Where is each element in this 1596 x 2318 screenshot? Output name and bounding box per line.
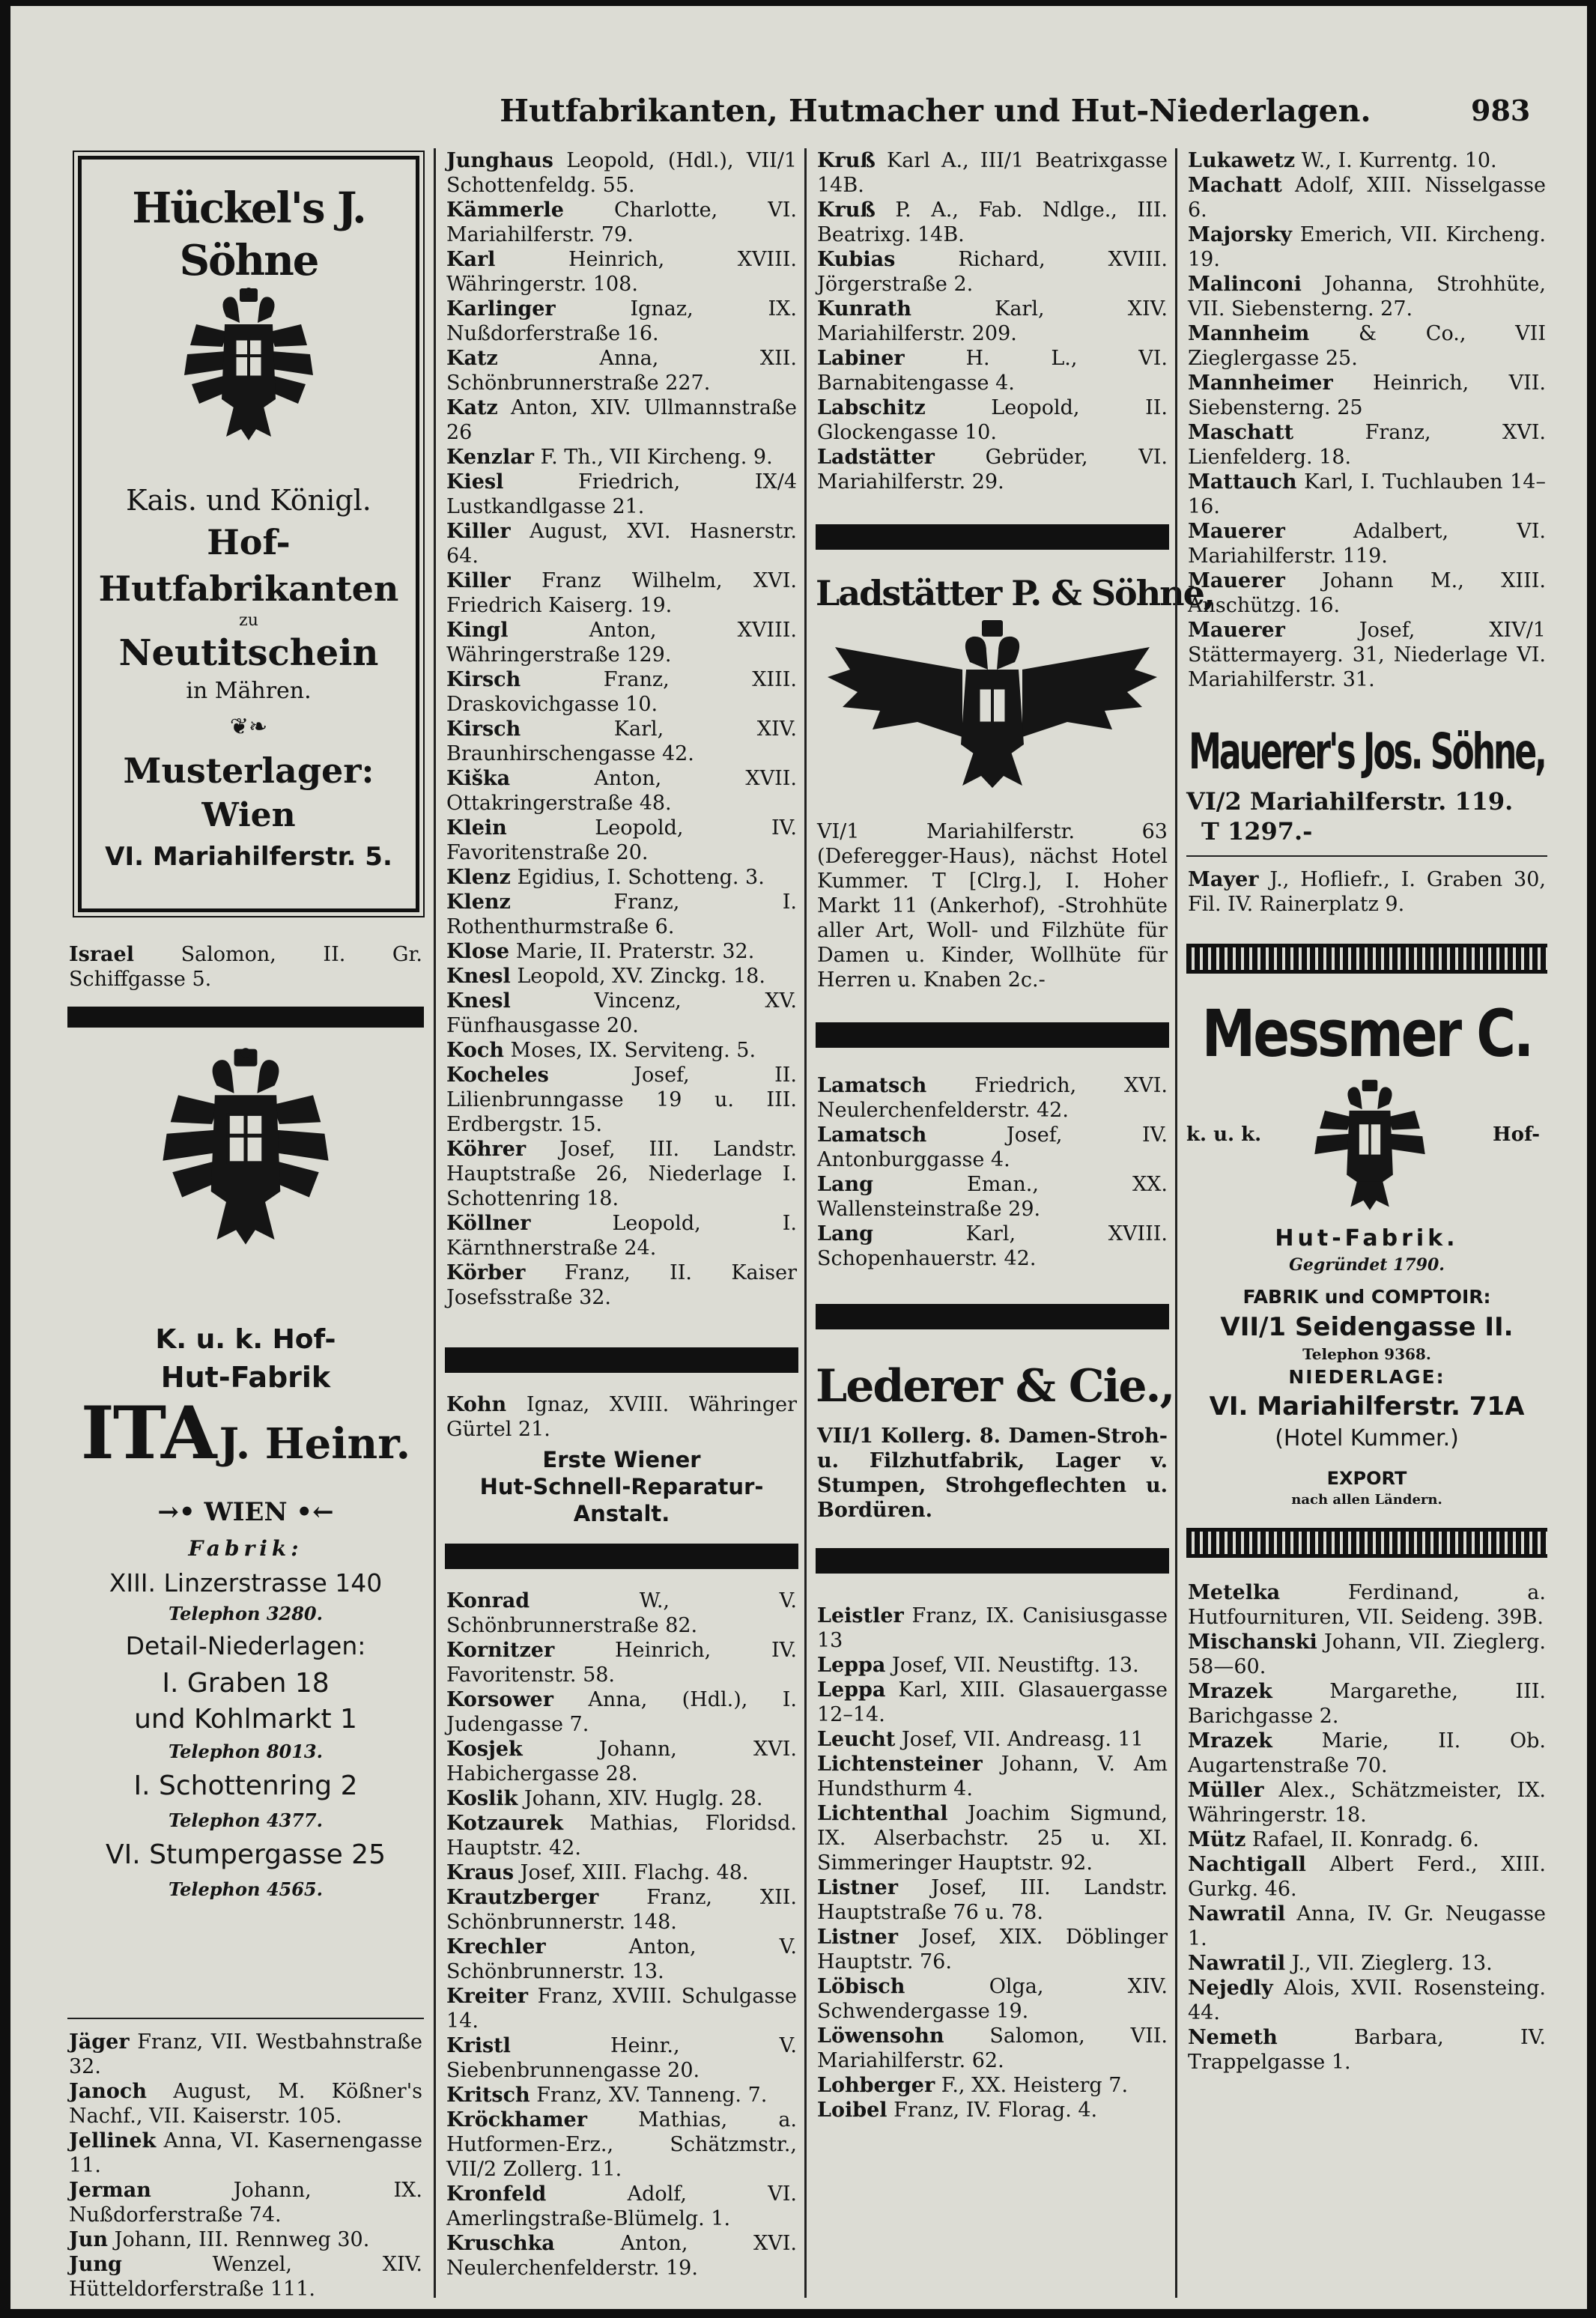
list-item: Koslik Johann, XIV. Huglg. 28. [446,1787,763,1810]
divider-bar [816,1304,1169,1329]
list-item: Machatt Adolf, XIII. Nisselgasse 6. [1188,174,1546,222]
list-item: Kohn Ignaz, XVIII. Währinger Gürtel 21. [446,1393,797,1441]
list-item: Leistler Franz, IX. Canisiusgasse 13 [817,1604,1168,1652]
list-item: Kruschka Anton, XVI. Neulerchenfelderstr. 19. [446,2232,797,2280]
ad-huckel-name: Hückel's J. Söhne [132,183,365,285]
ad-ita-line3: ITA J. Heinr. [80,1391,411,1475]
advertisement-huckel [78,156,419,912]
list-item: Kiška Anton, XVII. Ottakringerstraße 48. [446,767,797,815]
ad-ita-line8: Detail-Niederlagen: [125,1631,366,1660]
list-item: Krautzberger Franz, XII. Schönbrunnerstr. 148. [446,1886,797,1934]
entry-list [445,1392,798,1442]
entry-list [1186,148,1547,692]
list-item: Kristl Heinr., V. Siebenbrunnengasse 20. [446,2034,797,2082]
list-item: Korsower Anna, (Hdl.), I. Judengasse 7. [446,1688,797,1736]
list-item: Leppa Josef, VII. Neustiftg. 13. [817,1654,1139,1677]
ad-lederer-name: Lederer & Cie., [816,1360,1174,1413]
list-item: Jellinek Anna, VI. Kasernengasse 11. [69,2129,422,2177]
ad-mauerer-name: Mauerer's Jos. Söhne, [1189,723,1545,781]
ad-huckel-line1: Kais. und Königl. [126,484,371,517]
ad-messmer-line7: VI. Mariahilferstr. 71A [1209,1392,1525,1422]
list-item: Katz Anna, XII. Schönbrunnerstraße 227. [446,347,797,395]
divider-bar [445,1544,798,1569]
list-item: Leucht Josef, VII. Andreasg. 11 [817,1728,1144,1751]
list-item: Lukawetz W., I. Kurrentg. 10. [1188,149,1497,172]
list-item: Nawratil Anna, IV. Gr. Neugasse 1. [1188,1902,1546,1950]
list-item: Kruß Karl A., III/1 Beatrixgasse 14B. [817,149,1168,197]
ad-ita-line11: Telephon 8013. [169,1741,323,1762]
page-number: 983 [1471,94,1531,127]
list-item: Kenzlar F. Th., VII Kircheng. 9. [446,446,773,469]
list-item: Kornitzer Heinrich, IV. Favoritenstr. 58. [446,1639,797,1687]
list-item: Nawratil J., VII. Zieglerg. 13. [1188,1952,1493,1975]
list-item: Koch Moses, IX. Serviteng. 5. [446,1039,756,1062]
ad-huckel-line2: Hof-Hutfabrikanten [98,522,399,609]
ad-huckel-line7: Wien [201,796,296,834]
ad-messmer-line9: EXPORT [1326,1468,1407,1489]
double-headed-eagle-icon [828,617,1157,789]
list-item: Majorsky Emerich, VII. Kircheng. 19. [1188,223,1546,271]
advertisement-erste-wiener [445,1446,798,1527]
list-item: Ladstätter Gebrüder, VI. Mariahilferstr. 29. [817,446,1168,494]
ad-ladstatter-name: Ladstätter P. & Söhne, [816,573,1214,613]
list-item: Mrazek Margarethe, III. Barichgasse 2. [1188,1680,1546,1728]
divider-bar [816,1022,1169,1048]
ad-ita-line2: Hut-Fabrik [160,1361,331,1394]
ad-ita-line10: und Kohlmarkt 1 [134,1704,357,1735]
ad-mauerer-line2: T 1297.- [1201,817,1313,846]
ad-erste-line2: Hut-Schnell-Reparatur- [479,1474,764,1499]
ad-huckel-line6: Musterlager: [123,750,374,791]
list-item: Maschatt Franz, XVI. Lienfelderg. 18. [1188,421,1546,469]
ad-erste-line1: Erste Wiener [542,1447,701,1472]
ad-huckel-line8: VI. Mariahilferstr. 5. [105,842,392,872]
list-item: Metelka Ferdinand, a. Hutfournituren, VII. Seideng. 39B. [1188,1581,1546,1629]
list-item: Leppa Karl, XIII. Glasauergasse 12–14. [817,1678,1168,1726]
list-item: Mattauch Karl, I. Tuchlauben 14–16. [1188,470,1546,518]
ad-messmer-line8: (Hotel Kummer.) [1275,1425,1459,1451]
list-item: Klose Marie, II. Praterstr. 32. [446,940,755,963]
entry-list [67,2030,424,2302]
double-headed-eagle-icon [1310,1078,1430,1213]
list-item: Klein Leopold, IV. Favoritenstraße 20. [446,816,797,864]
list-item: Kirsch Franz, XIII. Draskovichgasse 10. [446,668,797,716]
ad-messmer-line3: FABRIK und COMPTOIR: [1242,1286,1491,1308]
list-item: Köllner Leopold, I. Kärnthnerstraße 24. [446,1212,797,1260]
ad-messmer-left: k. u. k. [1186,1123,1262,1146]
list-item: Nachtigall Albert Ferd., XIII. Gurkg. 46. [1188,1853,1546,1901]
ad-ita-line9: I. Graben 18 [162,1668,330,1699]
list-item: Labschitz Leopold, II. Glockengasse 10. [817,396,1168,444]
ad-ita-line7: Telephon 3280. [169,1603,323,1624]
advertisement-lederer [816,1349,1174,1523]
ad-huckel-line4: Neutitschein [118,632,379,674]
list-item: Kubias Richard, XVIII. Jörgerstraße 2. [817,248,1168,296]
list-item: Janoch August, M. Kößner's Nachf., VII. Kaiserstr. 105. [69,2080,422,2128]
list-item: Kritsch Franz, XV. Tanneng. 7. [446,2084,768,2107]
list-item: Kingl Anton, XVIII. Währingerstraße 129. [446,619,797,667]
double-headed-eagle-icon [181,287,316,444]
list-item: Mannheim & Co., VII Zieglergasse 25. [1188,322,1546,370]
column-3 [804,148,1214,2298]
ad-ita-line6: XIII. Linzerstrasse 140 [109,1568,383,1598]
divider [67,2018,424,2019]
divider-bar [67,1007,424,1028]
entry-list [816,1604,1169,2123]
list-item: Köhrer Josef, III. Landstr. Hauptstraße 26, Niederlage I. Schottenring 18. [446,1138,797,1210]
ornamental-divider [1186,1528,1547,1558]
ad-messmer-right: Hof- [1493,1123,1540,1146]
list-item: Listner Josef, III. Landstr. Hauptstraße 76 u. 78. [817,1876,1168,1924]
list-item: Lamatsch Friedrich, XVI. Neulerchenfelderstr. 42. [817,1074,1168,1122]
entry-list [67,942,424,992]
list-item: Kreiter Franz, XVIII. Schulgasse 14. [446,1985,797,2033]
list-item: Nemeth Barbara, IV. Trappelgasse 1. [1188,2026,1546,2074]
ornament-divider: ❦❧ [229,714,268,740]
ad-messmer-line6: NIEDERLAGE: [1288,1366,1445,1388]
list-item: Israel Salomon, II. Gr. Schiffgasse 5. [69,943,422,991]
list-item: Karl Heinrich, XVIII. Währingerstr. 108. [446,248,797,296]
list-item: Knesl Leopold, XV. Zinckg. 18. [446,965,765,988]
ad-messmer-line5: Telephon 9368. [1302,1345,1431,1363]
list-item: Knesl Vincenz, XV. Fünfhausgasse 20. [446,989,797,1037]
ad-messmer-emblem-row [1186,1078,1547,1213]
ad-messmer-line2: Gegründet 1790. [1289,1255,1445,1275]
advertisement-ita [67,1047,424,2013]
list-item: Krechler Anton, V. Schönbrunnerstr. 13. [446,1935,797,1983]
ad-ita-line13: Telephon 4377. [169,1809,323,1831]
list-item: Müller Alex., Schätzmeister, IX. Währingerstr. 18. [1188,1779,1546,1827]
list-item: Lang Karl, XVIII. Schopenhauerstr. 42. [817,1222,1168,1270]
advertisement-messmer [1186,996,1547,1510]
list-item: Lichtenthal Joachim Sigmund, IX. Alserbachstr. 25 u. XI. Simmeringer Hauptstr. 92. [817,1802,1168,1875]
list-item: Nejedly Alois, XVII. Rosensteing. 44. [1188,1976,1546,2024]
list-item: Kirsch Karl, XIV. Braunhirschengasse 42. [446,717,797,765]
ad-lederer-text: VII/1 Kollerg. 8. Damen-Stroh- u. Filzhutfabrik, Lager v. Stumpen, Strohgeflechten u. Bordüren. [817,1425,1168,1522]
list-item: Lamatsch Josef, IV. Antonburggasse 4. [817,1123,1168,1171]
ad-messmer-line4: VII/1 Seidengasse II. [1220,1312,1514,1342]
ad-huckel-line5: in Mähren. [186,678,312,704]
entry-list [1186,1580,1547,2075]
list-item: Jerman Johann, IX. Nußdorferstraße 74. [69,2179,422,2227]
list-item: Kröckhamer Mathias, a. Hutformen-Erz., Schätzmstr., VII/2 Zollerg. 11. [446,2108,797,2181]
ad-mauerer-line1: VI/2 Mariahilferstr. 119. [1186,787,1514,816]
ad-ita-line5: Fabrik: [188,1536,303,1561]
list-item: Klenz Franz, I. Rothenthurmstraße 6. [446,891,797,938]
list-item: Kocheles Josef, II. Lilienbrunngasse 19 u. III. Erdbergstr. 15. [446,1064,797,1136]
column-1 [63,148,430,2301]
list-item: Jung Wenzel, XIV. Hütteldorferstraße 111. [69,2253,422,2301]
advertisement-ladstatter [816,569,1214,992]
list-item: Lichtensteiner Johann, V. Am Hundsthurm 4. [817,1753,1168,1800]
ad-ita-line4: →• WIEN •← [157,1497,334,1527]
list-item: Mayer J., Hofliefr., I. Graben 30, Fil. IV. Rainerplatz 9. [1188,868,1546,916]
ad-erste-line3: Anstalt. [573,1501,670,1526]
page-title: Hutfabrikanten, Hutmacher und Hut-Niederlagen. [500,93,1371,129]
list-item: Löbisch Olga, XIV. Schwendergasse 19. [817,1975,1168,2023]
list-item: Karlinger Ignaz, IX. Nußdorferstraße 16. [446,297,797,345]
list-item: Mrazek Marie, II. Ob. Augartenstraße 70. [1188,1729,1546,1777]
list-item: Klenz Egidius, I. Schotteng. 3. [446,866,765,889]
list-item: Loibel Franz, IV. Florag. 4. [817,2099,1098,2122]
list-item: Mannheimer Heinrich, VII. Siebensterng. 25 [1188,371,1546,419]
ad-messmer-line10: nach allen Ländern. [1291,1492,1442,1508]
list-item: Katz Anton, XIV. Ullmannstraße 26 [446,396,797,444]
list-item: Killer Franz Wilhelm, XVI. Friedrich Kaiserg. 19. [446,569,797,617]
ad-ita-line1: K. u. k. Hof- [155,1324,336,1355]
list-item: Mauerer Johann M., XIII. Anschützg. 16. [1188,569,1546,617]
entry-list [445,148,798,1310]
page [10,6,1587,2309]
list-item: Mauerer Josef, XIV/1 Stättermayerg. 31, Niederlage VI. Mariahilferstr. 31. [1188,619,1546,691]
list-item: Kraus Josef, XIII. Flachg. 48. [446,1861,749,1884]
list-item: Junghaus Leopold, (Hdl.), VII/1 Schottenfeldg. 55. [446,149,797,197]
ad-ita-line12: I. Schottenring 2 [133,1771,358,1801]
list-item: Lohberger F., XX. Heisterg 7. [817,2074,1129,2097]
list-item: Malinconi Johanna, Strohhüte, VII. Siebensterng. 27. [1188,273,1546,321]
entry-list [816,148,1169,494]
list-item: Kosjek Johann, XVI. Habichergasse 28. [446,1738,797,1785]
ornamental-divider [1186,944,1547,974]
double-headed-eagle-icon [152,1047,339,1249]
list-item: Körber Franz, II. Kaiser Josefsstraße 32. [446,1261,797,1309]
ad-huckel-line3: zu [239,611,258,630]
ad-messmer-line1: Hut-Fabrik. [1275,1225,1459,1251]
list-item: Kruß P. A., Fab. Ndlge., III. Beatrixg. 14B. [817,198,1168,246]
entry-list [816,1073,1169,1271]
list-item: Mauerer Adalbert, VI. Mariahilferstr. 119. [1188,520,1546,568]
list-item: Kämmerle Charlotte, VI. Mariahilferstr. 79. [446,198,797,246]
ad-ladstatter-text: VI/1 Mariahilferstr. 63 (Deferegger-Haus), nächst Hotel Kummer. T [Clrg.], I. Hoher Markt 11 (Ankerhof), -Strohhüte aller Art, Woll- und Filzhüte für Damen u. Kinder, Wollhüte für Herren u. Knaben 2c.- [817,820,1168,992]
advertisement-mauerer [1186,719,1547,846]
list-item: Kronfeld Adolf, VI. Amerlingstraße-Blümelg. 1. [446,2182,797,2230]
divider-bar [816,524,1169,550]
ad-ita-line14: VI. Stumpergasse 25 [106,1839,386,1870]
ad-ita-line15: Telephon 4565. [169,1878,323,1900]
list-item: Kiesl Friedrich, IX/4 Lustkandlgasse 21. [446,470,797,518]
list-item: Konrad W., V. Schönbrunnerstraße 82. [446,1589,797,1637]
list-item: Kunrath Karl, XIV. Mariahilferstr. 209. [817,297,1168,345]
column-2 [434,148,803,2298]
entry-list [445,1589,798,2281]
list-item: Jun Johann, III. Rennweg 30. [69,2228,370,2251]
list-item: Jäger Franz, VII. Westbahnstraße 32. [69,2030,422,2078]
entry-list [1186,867,1547,917]
list-item: Lang Eman., XX. Wallensteinstraße 29. [817,1173,1168,1221]
list-item: Mütz Rafael, II. Konradg. 6. [1188,1828,1479,1851]
list-item: Mischanski Johann, VII. Zieglerg. 58—60. [1188,1630,1546,1678]
list-item: Labiner H. L., VI. Barnabitengasse 4. [817,347,1168,395]
list-item: Listner Josef, XIX. Döblinger Hauptstr. 76. [817,1926,1168,1973]
ad-messmer-name: Messmer C. [1201,995,1532,1072]
divider-bar [445,1347,798,1373]
list-item: Killer August, XVI. Hasnerstr. 64. [446,520,797,568]
divider [1186,855,1547,857]
list-item: Löwensohn Salomon, VII. Mariahilferstr. 62. [817,2024,1168,2072]
column-4 [1175,148,1552,2298]
divider-bar [816,1548,1169,1574]
list-item: Kotzaurek Mathias, Floridsd. Hauptstr. 42. [446,1812,797,1860]
